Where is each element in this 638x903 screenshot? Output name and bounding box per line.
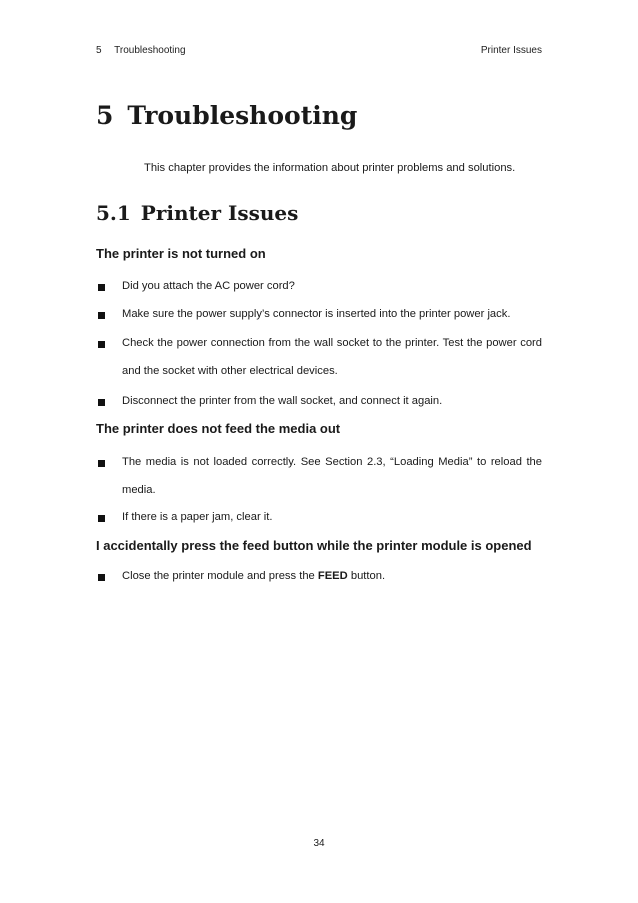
- bullet-icon: [98, 341, 105, 348]
- feed-keyword: FEED: [317, 570, 348, 582]
- bullet-icon: [98, 399, 105, 406]
- chapter-number: 5: [96, 101, 114, 130]
- problem-heading: The printer does not feed the media out: [96, 421, 341, 436]
- running-header-chapter: [96, 45, 186, 56]
- header-chapter-title: Troubleshooting: [114, 45, 186, 56]
- bullet-icon: [98, 515, 105, 522]
- bullet-icon: [98, 574, 105, 581]
- page-number: 34: [313, 838, 325, 849]
- list-item: [96, 456, 542, 504]
- problem-heading: The printer is not turned on: [96, 246, 266, 261]
- chapter-intro: This chapter provides the information about printer problems and solutions.: [144, 162, 516, 174]
- list-item: [96, 395, 542, 415]
- list-item-text: The media is not loaded correctly. See Section 2.3, “Loading Media” to reload the media.: [122, 456, 542, 496]
- list-item-text: Did you attach the AC power cord?: [122, 280, 295, 292]
- section-title: Printer Issues: [140, 201, 299, 225]
- list-item-text: Make sure the power supply’s connector is inserted into the printer power jack.: [122, 308, 511, 320]
- bullet-icon: [98, 312, 105, 319]
- list-item: [96, 570, 542, 590]
- section-number: 5.1: [96, 201, 131, 225]
- list-item-text: If there is a paper jam, clear it.: [122, 511, 273, 523]
- list-item-text: Close the printer module and press the FEED button.: [122, 570, 386, 582]
- list-item: [96, 511, 542, 531]
- bullet-icon: [98, 284, 105, 291]
- section-heading: [96, 201, 298, 225]
- chapter-heading: [96, 101, 357, 130]
- list-item: [96, 337, 542, 385]
- list-item-text: Check the power connection from the wall socket to the printer. Test the power cord and the socket with other electrical devices.: [122, 337, 542, 377]
- list-item-text: Disconnect the printer from the wall socket, and connect it again.: [122, 395, 443, 407]
- chapter-title: Troubleshooting: [127, 101, 358, 130]
- list-item: [96, 280, 542, 300]
- header-chapter-number: 5: [96, 45, 102, 56]
- bullet-icon: [98, 460, 105, 467]
- list-item: [96, 308, 542, 328]
- problem-heading: I accidentally press the feed button while the printer module is opened: [96, 538, 532, 553]
- running-header-section: Printer Issues: [480, 45, 542, 56]
